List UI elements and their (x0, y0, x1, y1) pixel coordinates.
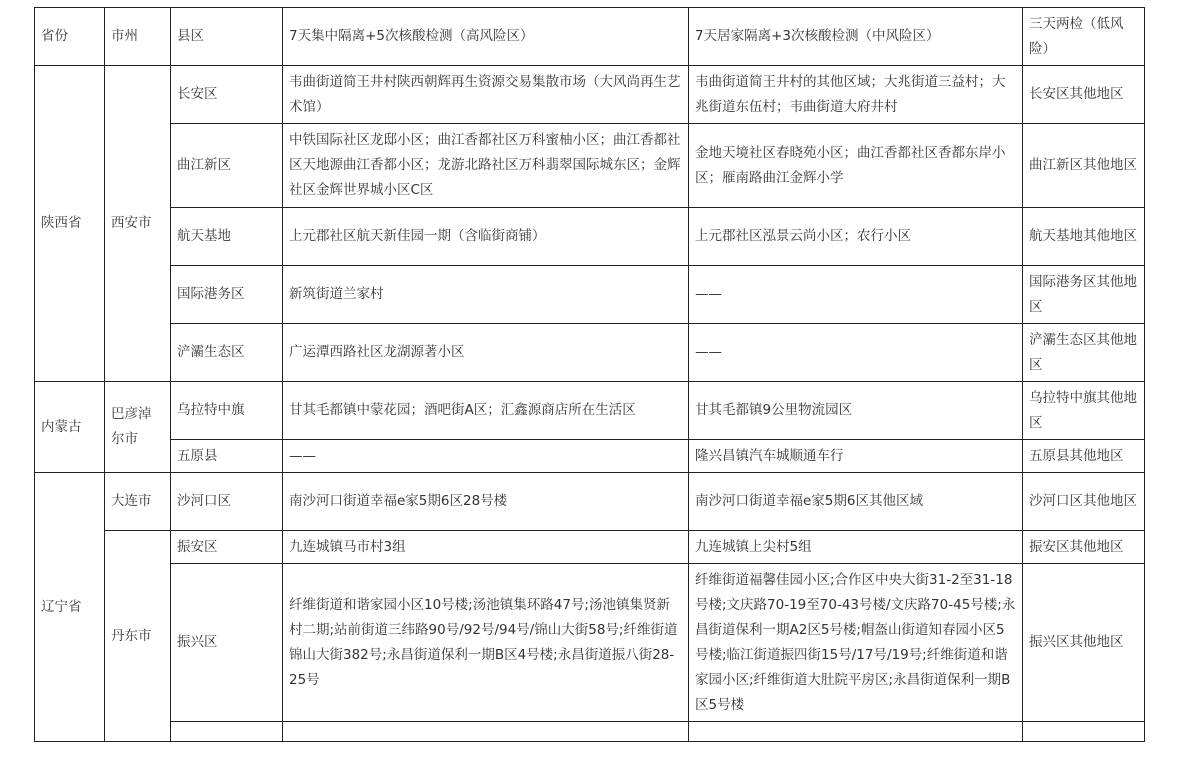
mid-risk-cell: 纤维街道福馨佳园小区;合作区中央大街31-2至31-18号楼;文庆路70-19至70-43号楼/文庆路70-45号楼;永昌街道保利一期A2区5号楼;帽盔山街道知春园小区5号楼;临江街道振四街15号/17号/19号;纤维街道和谐家园小区;纤维街道大肚院平房区;永昌街道保利一期B区5号楼 (689, 564, 1023, 722)
header-mid-risk: 7天居家隔离+3次核酸检测（中风险区） (689, 8, 1023, 66)
table-row (35, 266, 1145, 324)
high-risk-cell: —— (283, 440, 689, 473)
county-cell: 浐灞生态区 (171, 324, 283, 382)
high-risk-cell: 九连城镇马市村3组 (283, 531, 689, 564)
table-row-continued (35, 722, 1145, 742)
county-cell: 长安区 (171, 66, 283, 124)
table-row (35, 564, 1145, 722)
county-cell: 振安区 (171, 531, 283, 564)
county-cell: 振兴区 (171, 564, 283, 722)
mid-risk-cell: 隆兴昌镇汽车城顺通车行 (689, 440, 1023, 473)
province-cell: 辽宁省 (35, 473, 105, 742)
mid-risk-cell: 金地天境社区春晓苑小区；曲江香都社区香都东岸小区；雁南路曲江金辉小学 (689, 124, 1023, 208)
high-risk-cell: 中铁国际社区龙邸小区；曲江香都社区万科蜜柚小区；曲江香都社区天地源曲江香都小区；龙游北路社区万科翡翠国际城东区；金辉社区金辉世界城小区C区 (283, 124, 689, 208)
county-cell: 五原县 (171, 440, 283, 473)
county-cell: 曲江新区 (171, 124, 283, 208)
high-risk-cell: 纤维街道和谐家园小区10号楼;汤池镇集环路47号;汤池镇集贤新村二期;站前街道三纬路90号/92号/94号/锦山大街58号;纤维街道锦山大街382号;永昌街道保利一期B区4号楼;永昌街道振八街28-25号 (283, 564, 689, 722)
table-row (35, 324, 1145, 382)
mid-risk-cell: 上元郡社区泓景云尚小区；农行小区 (689, 208, 1023, 266)
low-risk-cell: 浐灞生态区其他地区 (1023, 324, 1145, 382)
risk-area-table-container (34, 7, 1144, 742)
low-risk-cell: 长安区其他地区 (1023, 66, 1145, 124)
table-header-row (35, 8, 1145, 66)
empty-cell (171, 722, 283, 742)
empty-cell (283, 722, 689, 742)
low-risk-cell: 沙河口区其他地区 (1023, 473, 1145, 531)
header-city: 市州 (105, 8, 171, 66)
county-cell: 乌拉特中旗 (171, 382, 283, 440)
mid-risk-cell: 九连城镇上尖村5组 (689, 531, 1023, 564)
mid-risk-cell: —— (689, 324, 1023, 382)
county-cell: 航天基地 (171, 208, 283, 266)
city-cell: 西安市 (105, 66, 171, 382)
table-row (35, 66, 1145, 124)
table-row (35, 382, 1145, 440)
high-risk-cell: 上元郡社区航天新佳园一期（含临街商铺） (283, 208, 689, 266)
province-cell: 内蒙古 (35, 382, 105, 473)
empty-cell (689, 722, 1023, 742)
low-risk-cell: 五原县其他地区 (1023, 440, 1145, 473)
low-risk-cell: 振安区其他地区 (1023, 531, 1145, 564)
high-risk-cell: 甘其毛都镇中蒙花园；酒吧街A区；汇鑫源商店所在生活区 (283, 382, 689, 440)
header-province: 省份 (35, 8, 105, 66)
mid-risk-cell: 南沙河口街道幸福e家5期6区其他区域 (689, 473, 1023, 531)
mid-risk-cell: —— (689, 266, 1023, 324)
province-cell: 陕西省 (35, 66, 105, 382)
table-row (35, 440, 1145, 473)
risk-area-table (34, 7, 1145, 742)
table-row (35, 124, 1145, 208)
header-low-risk: 三天两检（低风险） (1023, 8, 1145, 66)
low-risk-cell: 曲江新区其他地区 (1023, 124, 1145, 208)
city-cell: 丹东市 (105, 531, 171, 742)
high-risk-cell: 南沙河口街道幸福e家5期6区28号楼 (283, 473, 689, 531)
low-risk-cell: 振兴区其他地区 (1023, 564, 1145, 722)
empty-cell (1023, 722, 1145, 742)
header-high-risk: 7天集中隔离+5次核酸检测（高风险区） (283, 8, 689, 66)
city-cell: 大连市 (105, 473, 171, 531)
header-county: 县区 (171, 8, 283, 66)
mid-risk-cell: 韦曲街道简王井村的其他区域；大兆街道三益村；大兆街道东伍村；韦曲街道大府井村 (689, 66, 1023, 124)
low-risk-cell: 航天基地其他地区 (1023, 208, 1145, 266)
high-risk-cell: 新筑街道兰家村 (283, 266, 689, 324)
low-risk-cell: 国际港务区其他地区 (1023, 266, 1145, 324)
low-risk-cell: 乌拉特中旗其他地区 (1023, 382, 1145, 440)
mid-risk-cell: 甘其毛都镇9公里物流园区 (689, 382, 1023, 440)
high-risk-cell: 韦曲街道简王井村陕西朝辉再生资源交易集散市场（大风尚再生艺术馆） (283, 66, 689, 124)
city-cell: 巴彦淖尔市 (105, 382, 171, 473)
county-cell: 沙河口区 (171, 473, 283, 531)
table-row (35, 208, 1145, 266)
table-row (35, 473, 1145, 531)
county-cell: 国际港务区 (171, 266, 283, 324)
high-risk-cell: 广运潭西路社区龙湖源著小区 (283, 324, 689, 382)
table-row (35, 531, 1145, 564)
